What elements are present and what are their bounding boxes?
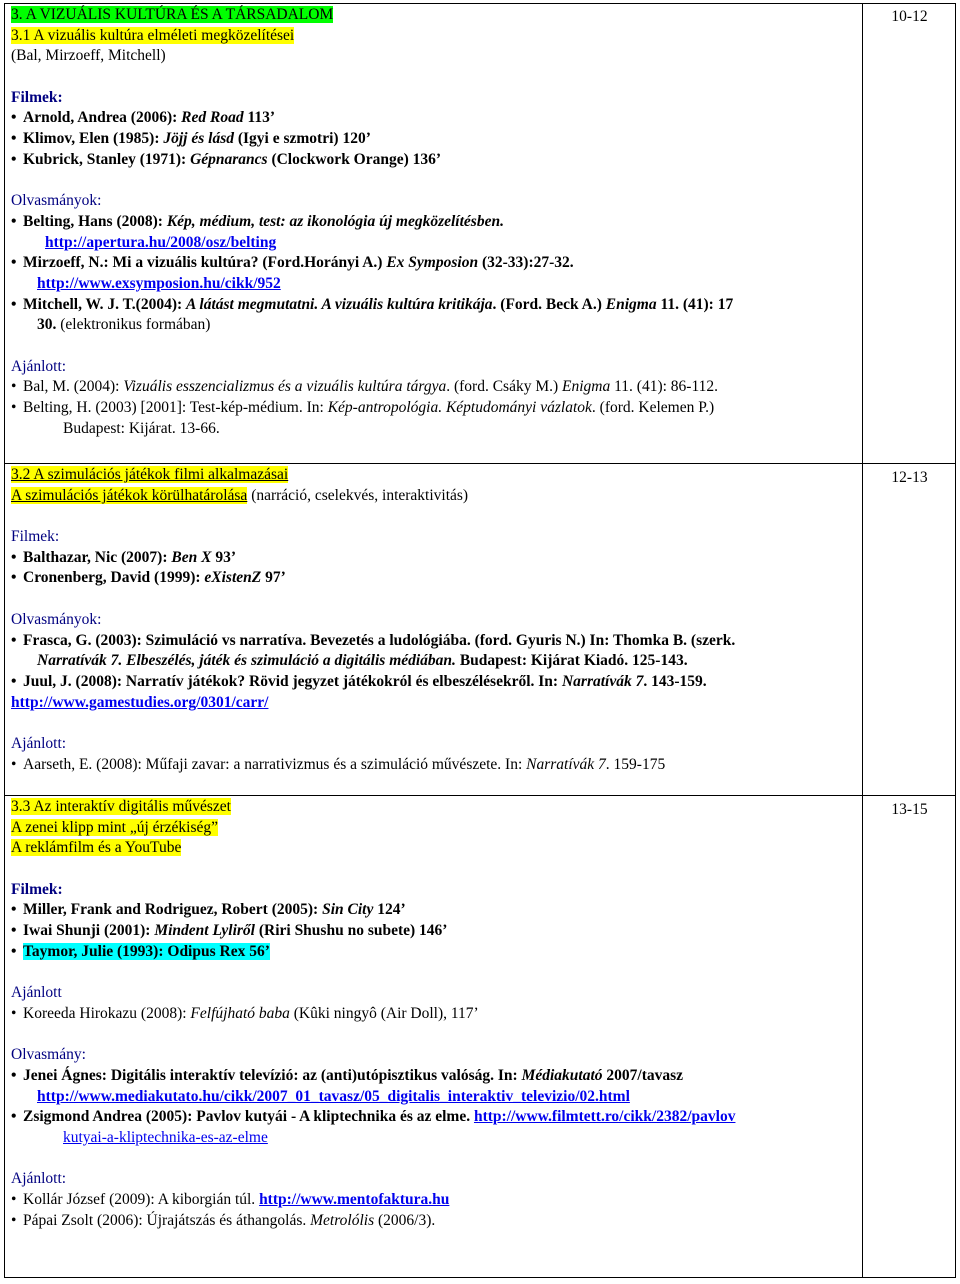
section-3-1: 3. A VIZUÁLIS KULTÚRA ÉS A TÁRSADALOM 3.1 A vizuális kultúra elméleti megközelítései (Bal, Mirzoeff, Mitchell) Filmek: • Arnold, Andrea (2006): Red Road 113’ • Klimov, Elen (1985): Jöjj és lásd (Igyi e szmotri) 120’ • Kubrick, Stanley (1971): Gépnarancs (Clockwork Orange) 136’ Olvasmányok: • Belting, Hans (2008): Kép, médium, test: az ikonológia új megközelítésben. http://apertura.hu/2008/osz/belting • Mirzoeff, N.: Mi a vizuális kultúra? (Ford.Horányi A.) Ex Symposion (32-33):27-32. http://www.exsymposion.hu/cikk/952 • Mitchell, W. J. T.(2004): A látást megmutatni. A vizuális kultúra kritikája. (Ford. Beck A.) Enigma 11. (41): 17 30. (elektronikus formában) Ajánlott: • Bal, M. (2004): Vizuális esszencializmus és a vizuális kultúra tárgya. (ford. Csáky M.) Enigma 11. (41): 86-112. • Belting, H. (2003) [2001]: Test-kép-médium. In: Kép-antropológia. Képtudományi vázlatok. (ford. Kelemen P.) Budapest: Kijárat. 13-66. [11, 5, 861, 439]
reading-link[interactable]: http://www.gamestudies.org/0301/carr/ [11, 693, 269, 711]
row-divider [4, 463, 956, 464]
subsection-subtitle: A zenei klipp mint „új érzékiség” [11, 818, 219, 836]
reading-link[interactable]: http://www.exsymposion.hu/cikk/952 [37, 274, 281, 292]
list-item: • Frasca, G. (2003): Szimuláció vs narratíva. Bevezetés a ludológiába. (ford. Gyuris N.) In: Thomka B. (szerk. [11, 631, 736, 649]
row-divider [4, 795, 956, 796]
section-3-2: 3.2 A szimulációs játékok filmi alkalmazásai A szimulációs játékok körülhatárolása (narráció, cselekvés, interaktivitás) Filmek: • Balthazar, Nic (2007): Ben X 93’ • Cronenberg, David (1999): eXistenZ 97’ Olvasmányok: • Frasca, G. (2003): Szimuláció vs narratíva. Bevezetés a ludológiába. (ford. Gyuris N.) In: Thomka B. (szerk. Narratívák 7. Elbeszélés, játék és szimuláció a digitális médiában. Budapest: Kijárat Kiadó. 125-143. • Juul, J. (2008): Narratív játékok? Rövid jegyzet játékokról és elbeszélésekről. In: Narratívák 7. 143-159. http://www.gamestudies.org/0301/carr/ Ajánlott: • Aarseth, E. (2008): Műfaji zavar: a narrativizmus és a szimuláció művészete. In: Narratívák 7. 159-175 [11, 465, 861, 775]
films-label: Filmek: [11, 88, 63, 106]
reading-link[interactable]: http://apertura.hu/2008/osz/belting [45, 233, 277, 251]
authors-note: (Bal, Mirzoeff, Mitchell) [11, 47, 166, 65]
subsection-title: 3.2 A szimulációs játékok filmi alkalmazásai [11, 466, 289, 483]
list-item: • Jenei Ágnes: Digitális interaktív televízió: az (anti)utópisztikus valóság. In: Médiakutató 2007/tavasz [11, 1066, 684, 1084]
subsection-title: 3.1 A vizuális kultúra elméleti megközelítései [11, 26, 295, 44]
list-item: • Miller, Frank and Rodriguez, Robert (2005): Sin City 124’ [11, 901, 406, 919]
subsection-subtitle: A szimulációs játékok körülhatárolása [11, 486, 248, 504]
subsection-subtitle: A reklámfilm és a YouTube [11, 839, 182, 857]
list-item: • Taymor, Julie (1993): Odipus Rex 56’ [11, 942, 270, 960]
list-item: • Mitchell, W. J. T.(2004): A látást megmutatni. A vizuális kultúra kritikája. (Ford. Beck A.) Enigma 11. (41): 17 [11, 295, 734, 313]
list-item: • Kollár József (2009): A kiborgián túl. http://www.mentofaktura.hu [11, 1191, 450, 1209]
films-label: Filmek: [11, 880, 63, 898]
list-item: • Klimov, Elen (1985): Jöjj és lásd (Igyi e szmotri) 120’ [11, 130, 371, 148]
list-item: • Koreeda Hirokazu (2008): Felfújható baba (Kûki ningyô (Air Doll), 117’ [11, 1004, 479, 1022]
recommended-label: Ajánlott: [11, 1170, 67, 1188]
list-item: • Juul, J. (2008): Narratív játékok? Rövid jegyzet játékokról és elbeszélésekről. In: Narratívák 7. 143-159. [11, 672, 707, 690]
reading-label: Olvasmány: [11, 1046, 86, 1064]
list-item: • Belting, H. (2003) [2001]: Test-kép-médium. In: Kép-antropológia. Képtudományi vázlatok. (ford. Kelemen P.) [11, 399, 715, 417]
recommended-label: Ajánlott [11, 984, 62, 1002]
list-item: • Bal, M. (2004): Vizuális esszencializmus és a vizuális kultúra tárgya. (ford. Csáky M.) Enigma 11. (41): 86-112. [11, 378, 719, 396]
section-3-3 [11, 797, 861, 1231]
films-label: Filmek: [11, 528, 60, 546]
reading-link[interactable]: http://www.mediakutato.hu/cikk/2007_01_tavasz/05_digitalis_interaktiv_televizio/02.html [37, 1087, 630, 1105]
list-item: • Mirzoeff, N.: Mi a vizuális kultúra? (Ford.Horányi A.) Ex Symposion (32-33):27-32. [11, 254, 574, 272]
list-item: • Pápai Zsolt (2006): Újrajátszás és áthangolás. Metrolólis (2006/3). [11, 1211, 436, 1229]
subsection-title: 3.3 Az interaktív digitális művészet [11, 798, 231, 815]
reading-link[interactable]: kutyai-a-kliptechnika-es-az-elme [63, 1129, 268, 1146]
recommended-label: Ajánlott: [11, 357, 67, 375]
list-item: • Kubrick, Stanley (1971): Gépnarancs (Clockwork Orange) 136’ [11, 150, 442, 168]
list-item: • Iwai Shunji (2001): Mindent Lyliről (Riri Shushu no subete) 146’ [11, 922, 448, 940]
list-item: • Aarseth, E. (2008): Műfaji zavar: a narrativizmus és a szimuláció művészete. In: Narratívák 7. 159-175 [11, 755, 666, 773]
column-divider [862, 3, 863, 1278]
recommended-label: Ajánlott: [11, 734, 67, 752]
list-item: • Zsigmond Andrea (2005): Pavlov kutyái - A kliptechnika és az elme. http://www.filmtett.ro/cikk/2382/pavlov [11, 1108, 736, 1126]
readings-label: Olvasmányok: [11, 192, 102, 210]
week-range: 13-15 [891, 801, 928, 818]
readings-label: Olvasmányok: [11, 610, 102, 628]
reading-link[interactable]: http://www.mentofaktura.hu [259, 1191, 450, 1209]
list-item: • Arnold, Andrea (2006): Red Road 113’ [11, 109, 276, 127]
week-range: 10-12 [891, 8, 928, 25]
week-range: 12-13 [891, 469, 928, 486]
section-heading: 3. A VIZUÁLIS KULTÚRA ÉS A TÁRSADALOM [11, 6, 334, 23]
list-item: • Cronenberg, David (1999): eXistenZ 97’ [11, 569, 286, 587]
list-item: • Belting, Hans (2008): Kép, médium, test: az ikonológia új megközelítésben. [11, 212, 504, 230]
list-item: • Balthazar, Nic (2007): Ben X 93’ [11, 548, 236, 566]
reading-link[interactable]: http://www.filmtett.ro/cikk/2382/pavlov [473, 1108, 736, 1126]
